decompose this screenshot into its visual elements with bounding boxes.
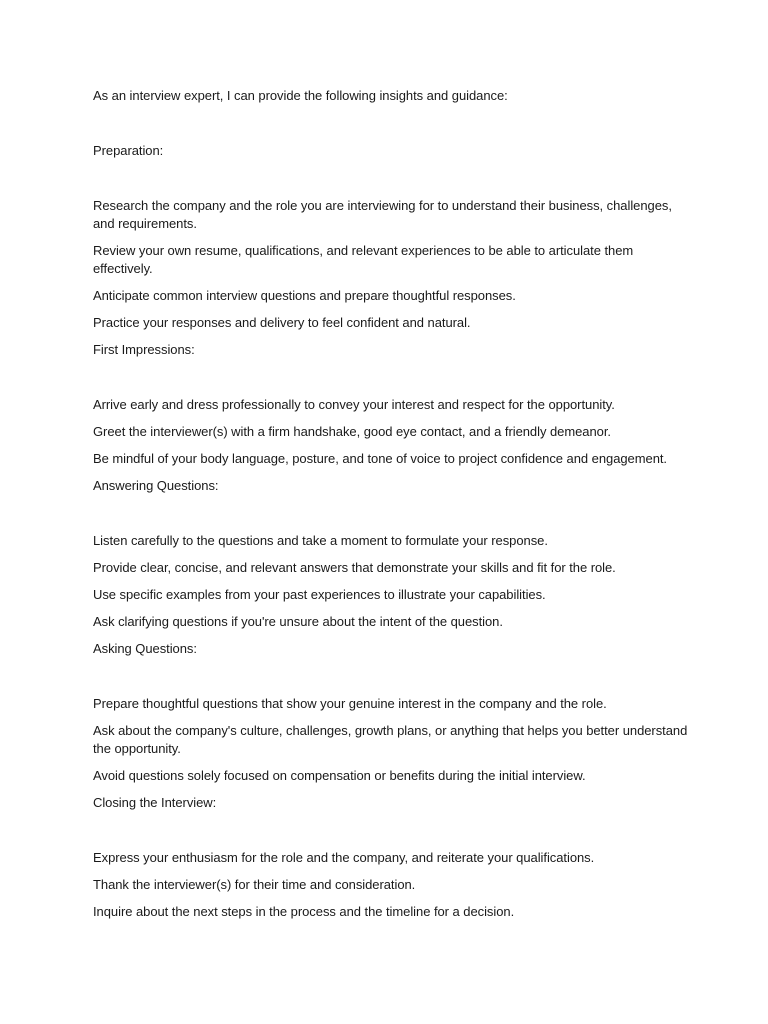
paragraph: Be mindful of your body language, posture, and tone of voice to project confidence and engagement.: [93, 451, 667, 466]
paragraph: Ask clarifying questions if you're unsure about the intent of the question.: [93, 614, 503, 629]
paragraph: Express your enthusiasm for the role and the company, and reiterate your qualifications.: [93, 850, 595, 865]
paragraph: Practice your responses and delivery to feel confident and natural.: [93, 315, 471, 330]
paragraph: Provide clear, concise, and relevant answers that demonstrate your skills and fit for the role.: [93, 560, 616, 575]
paragraph: Anticipate common interview questions and prepare thoughtful responses.: [93, 288, 516, 303]
paragraph: Review your own resume, qualifications, and relevant experiences to be able to articulate them effectively.: [93, 243, 634, 276]
section-heading-preparation: Preparation:: [93, 143, 164, 158]
paragraph: Ask about the company's culture, challenges, growth plans, or anything that helps you better understand the opportunity.: [93, 723, 688, 756]
section-heading-answering-questions: Answering Questions:: [93, 478, 219, 493]
paragraph: Avoid questions solely focused on compensation or benefits during the initial interview.: [93, 768, 586, 783]
paragraph: Inquire about the next steps in the process and the timeline for a decision.: [93, 904, 515, 919]
paragraph: Greet the interviewer(s) with a firm handshake, good eye contact, and a friendly demeanor.: [93, 424, 611, 439]
paragraph: Thank the interviewer(s) for their time and consideration.: [93, 877, 416, 892]
document-body: [93, 87, 693, 930]
paragraph: Research the company and the role you are interviewing for to understand their business, challenges, and requirements.: [93, 198, 672, 231]
paragraph: Listen carefully to the questions and take a moment to formulate your response.: [93, 533, 548, 548]
section-heading-first-impressions: First Impressions:: [93, 342, 195, 357]
paragraph: Arrive early and dress professionally to convey your interest and respect for the opportunity.: [93, 397, 615, 412]
intro-text: As an interview expert, I can provide the following insights and guidance:: [93, 88, 508, 103]
section-heading-closing-the-interview: Closing the Interview:: [93, 795, 217, 810]
section-heading-asking-questions: Asking Questions:: [93, 641, 197, 656]
paragraph: Prepare thoughtful questions that show your genuine interest in the company and the role.: [93, 696, 607, 711]
paragraph: Use specific examples from your past experiences to illustrate your capabilities.: [93, 587, 546, 602]
